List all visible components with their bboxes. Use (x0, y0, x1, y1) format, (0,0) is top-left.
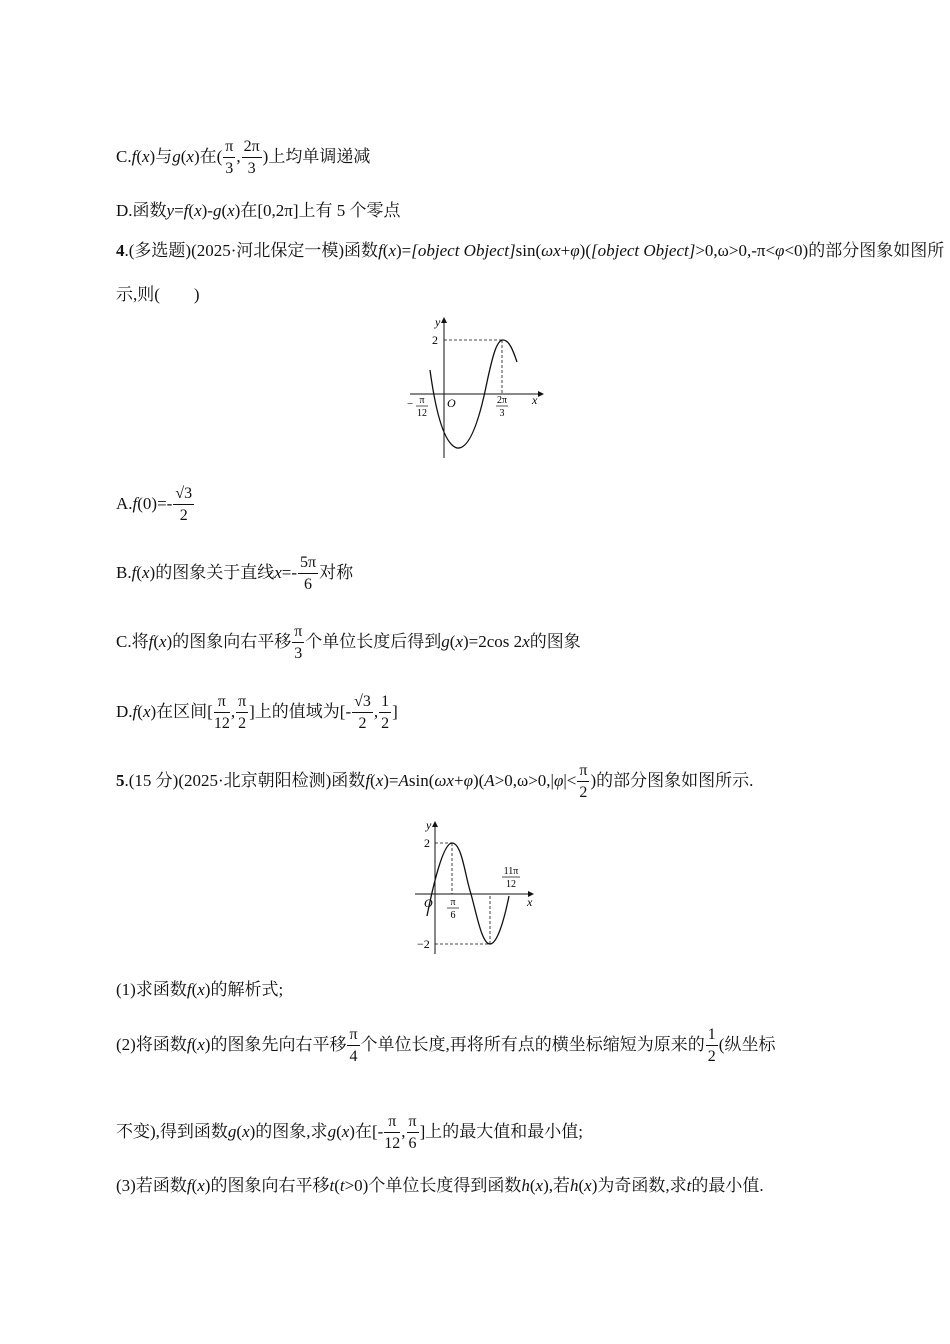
svg-text:12: 12 (417, 408, 427, 419)
fraction: $\frac{\pi}{2}$ (579, 762, 588, 801)
svg-text:y: y (435, 315, 441, 329)
q4-option-b: B.f(x)的图象关于直线x=- $\frac{5\pi}{6}$ 对称 (116, 554, 354, 593)
svg-text:6: 6 (450, 910, 456, 921)
svg-text:2: 2 (432, 333, 438, 347)
question-4-stem-cont: 示,则( ) (116, 285, 200, 304)
svg-text:11π: 11π (503, 866, 519, 877)
svg-text:−2: −2 (417, 937, 430, 951)
svg-text:−: − (407, 398, 414, 410)
fraction: $\frac{1}{2}$ (381, 693, 390, 732)
fraction: $\frac{2\pi}{3}$ (243, 138, 260, 177)
question-5-graph (405, 816, 540, 958)
fraction: $\frac{√3}{2}$ (175, 485, 193, 524)
q5-part-3: (3)若函数f(x)的图象向右平移t(t>0)个单位长度得到函数h(x),若h(x)为奇函数,求t的最小值. (116, 1176, 764, 1195)
q4-option-c: C.将f(x)的图象向右平移 $\frac{\pi}{3}$ 个单位长度后得到g(x)=2cos 2x的图象 (116, 623, 581, 662)
q5-part-1: (1)求函数f(x)的解析式; (116, 980, 284, 999)
svg-text:x: x (532, 393, 538, 407)
svg-text:3: 3 (499, 408, 505, 419)
q4-option-a: A.f(0)=- $\frac{√3}{2}$ (116, 485, 193, 524)
fraction: $\frac{√3}{2}$ (354, 693, 371, 732)
q5-part-2-cont: 不变),得到函数g(x)的图象,求g(x)在[- $\frac{\pi}{12}$ , $\frac{\pi}{6}$ ]上的最大值和最小值; (116, 1113, 583, 1152)
fraction: $\frac{\pi}{3}$ (225, 138, 234, 177)
svg-text:O: O (447, 396, 456, 410)
fraction: $\frac{\pi}{3}$ (294, 623, 303, 662)
svg-text:2π: 2π (496, 395, 508, 406)
q5-part-2: (2)将函数f(x)的图象先向右平移 $\frac{\pi}{4}$ 个单位长度,再将所有点的横坐标缩短为原来的 $\frac{1}{2}$ (纵坐标 (116, 1026, 776, 1065)
svg-text:O: O (424, 896, 433, 910)
question-5-stem: 5.(15 分)(2025·北京朝阳检测)函数f(x)=Asin(ωx+φ)(A>0,ω>0,|φ|< $\frac{\pi}{2}$ )的部分图象如图所示. (116, 762, 754, 801)
svg-text:x: x (527, 895, 533, 909)
svg-text:π: π (419, 395, 425, 406)
option-d-q3: D.函数y=f(x)-g(x)在[0,2π]上有 5 个零点 (116, 201, 401, 220)
svg-text:y: y (426, 818, 432, 832)
fraction: $\frac{\pi}{4}$ (349, 1026, 358, 1065)
fraction: $\frac{\pi}{12}$ (213, 693, 230, 732)
q4-option-d: D.f(x)在区间[ $\frac{\pi}{12}$ , $\frac{\pi}{2}$ ]上的值域为[- $\frac{√3}{2}$ , $\frac{1}{2}$ ] (116, 693, 398, 732)
option-c-q3: C.f(x)与g(x)在( $\frac{\pi}{3}$ , $\frac{2\pi}{3}$ )上均单调递减 (116, 138, 371, 177)
question-4-graph (405, 312, 550, 460)
svg-text:π: π (450, 897, 456, 908)
svg-text:12: 12 (506, 879, 516, 890)
fraction: $\frac{5\pi}{6}$ (300, 554, 317, 593)
fraction: $\frac{\pi}{2}$ (238, 693, 247, 732)
fraction: $\frac{\pi}{12}$ (384, 1113, 401, 1152)
question-4-stem: 4.(多选题)(2025·河北保定一模)函数f(x)=[object Object]sin(ωx+φ)([object Object]>0,ω>0,-π<φ<0)的部分图象如图所 (116, 241, 945, 260)
fraction: $\frac{1}{2}$ (707, 1026, 716, 1065)
fraction: $\frac{\pi}{6}$ (408, 1113, 417, 1152)
svg-text:2: 2 (424, 836, 430, 850)
